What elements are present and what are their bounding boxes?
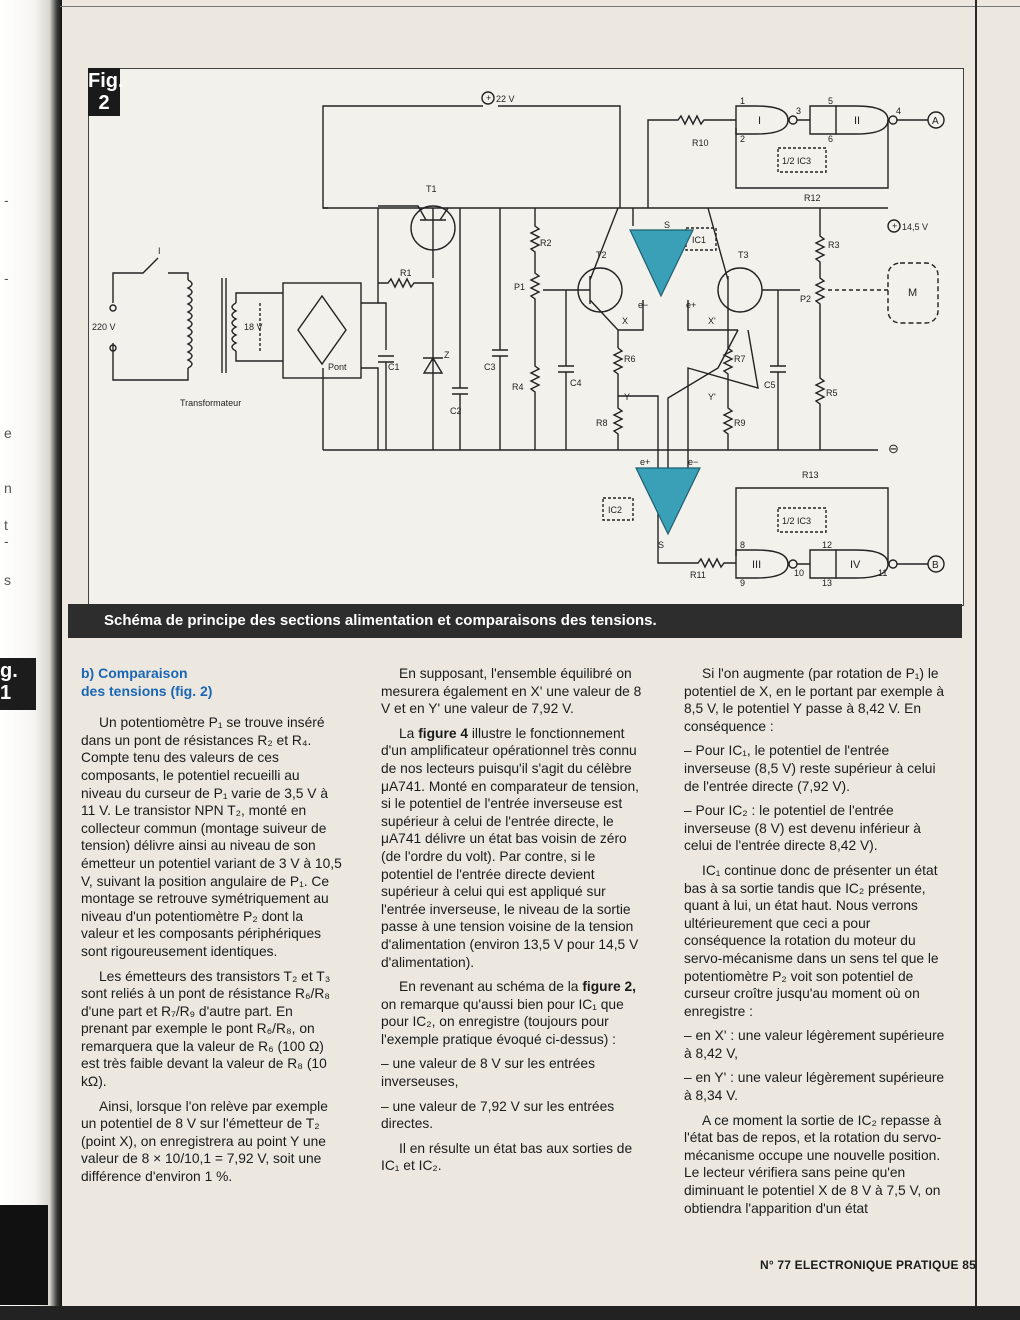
- label-plus-22v: +: [486, 93, 492, 103]
- c1: [378, 303, 394, 450]
- margin-fig-tab-line1: g.: [0, 660, 18, 682]
- text-run: La: [399, 725, 419, 741]
- pin: 12: [822, 540, 833, 550]
- gate-1: [736, 106, 788, 134]
- label-plus-145v: +: [892, 221, 898, 231]
- label-out-b: B: [932, 560, 939, 571]
- label-r7: R7: [734, 354, 746, 364]
- r13-loop: [736, 488, 888, 564]
- label-r2: R2: [540, 238, 552, 248]
- list-item: – une valeur de 7,92 V sur les entrées directes.: [381, 1098, 615, 1132]
- label-22v: 22 V: [496, 94, 515, 104]
- terminal: [110, 305, 116, 311]
- right-page-edge: [975, 0, 977, 1320]
- r10-line: [648, 116, 736, 208]
- paragraph-figure-2: [381, 978, 647, 1048]
- gate-1-bubble: [789, 116, 797, 124]
- wire: [797, 106, 836, 134]
- label-x-prime: X': [708, 316, 716, 326]
- label-145v: 14,5 V: [902, 222, 929, 232]
- list-item: – en X' : une valeur légèrement supérieure à 8,42 V,: [684, 1028, 945, 1061]
- margin-glyph: n: [4, 480, 12, 496]
- paragraph: En supposant, l'ensemble équilibré on mesurera également en X' une valeur de 8 V et en Y' une valeur de 7,92 V.: [381, 666, 642, 717]
- t2-leads: [578, 208, 618, 348]
- paragraph: Un potentiomètre P₁ se trouve inséré dans un pont de résistances R₂ et R₄. Compte tenu des valeurs de ces composants, le potentiel recueilli au niveau du curseur de P₁ varie de 3,5 V à 11 V. Le transistor NPN T₂, monté en collecteur commun (montage suiveur de tension) délivre ainsi au niveau de son émetteur un potentiel variant de 3 V à 10,5 V, suivant la position angulaire de P₁. Ce montage se retrouve symétriquement au niveau d'un potentiomètre P₂ dont la valeur et les composants périphériques sont rigoureusement identiques.: [81, 715, 342, 959]
- gate-4-bubble: [889, 560, 897, 568]
- wire: [498, 106, 620, 208]
- list-item: – en Y' : une valeur légèrement supérieure à 8,34 V.: [684, 1070, 945, 1104]
- label-r10: R10: [692, 138, 709, 148]
- label-c1: C1: [388, 362, 400, 372]
- pin: 6: [828, 134, 834, 144]
- label-half-ic3-top: 1/2 IC3: [782, 156, 812, 166]
- text-column-1: [81, 665, 343, 1193]
- label-p2: P2: [800, 294, 812, 304]
- label-r6: R6: [624, 354, 636, 364]
- bottom-band: [0, 1306, 1020, 1320]
- t3-leads: [708, 208, 800, 330]
- label-gate1: I: [758, 115, 762, 127]
- r6-r8: [614, 348, 622, 450]
- label-eminus-ic1: e−: [638, 300, 649, 310]
- wire: [113, 343, 188, 380]
- label-motor: M: [908, 287, 918, 299]
- label-r4: R4: [512, 382, 524, 392]
- wire: [168, 273, 188, 280]
- label-gate3: III: [752, 559, 762, 571]
- label-mains: 220 V: [92, 322, 116, 332]
- pin: 5: [828, 96, 834, 106]
- label-out-a: A: [932, 116, 939, 127]
- wire: [323, 106, 328, 208]
- label-r9: R9: [734, 418, 746, 428]
- ic1-opamp: [630, 230, 693, 296]
- gate-3-bubble: [789, 560, 797, 568]
- label-r5: R5: [826, 388, 838, 398]
- label-x: X: [622, 316, 629, 326]
- label-s-ic1: S: [664, 220, 671, 230]
- paragraph: Ainsi, lorsque l'on relève par exemple un potentiel de 8 V sur l'émetteur de T₂ (point X), on enregistrera au point Y une valeur de 8 × 10/10,1 = 7,92 V, soit une différence d'environ 1 %.: [81, 1098, 328, 1185]
- text-run: illustre le fonctionnement d'un amplificateur opérationnel très connu de nos lecteurs puisqu'il s'agit du célèbre μA741. Monté en comparateur de tension, si le potentiel de l'entrée inverseuse est supérieur à celui de l'entrée directe, le μA741 délivre un état bas voisin de zéro (de l'ordre du volt). Par contre, si le potentiel de l'entrée directe devient supérieur à celui qui est appliqué sur l'entrée inverseuse, le niveau de la sortie passe à une tension voisine de la tension d'alimentation (environ 13,5 V pour 14,5 V d'alimentation).: [381, 725, 639, 970]
- paragraph: Les émetteurs des transistors T₂ et T₃ sont reliés à un pont de résistance R₆/R₈ d'une part et R₇/R₉ d'autre part. En prenant par exemple le pont R₆/R₈, on remarquera que la valeur de R₆ (100 Ω) est très faible devant la valeur de R₈ (10 kΩ).: [81, 968, 331, 1090]
- wire: [113, 258, 158, 303]
- ic2-opamp: [636, 468, 700, 534]
- paragraph: Si l'on augmente (par rotation de P₁) le potentiel de X, en le portant par exemple à 8,5 V, le potentiel Y passe à 8,42 V. En conséquence :: [684, 666, 945, 734]
- label-r13: R13: [802, 470, 819, 480]
- text-column-3: [684, 665, 950, 1224]
- text-run: En revenant au schéma de la: [399, 979, 583, 995]
- label-p1: P1: [514, 282, 526, 292]
- label-gate4: IV: [850, 559, 861, 571]
- margin-fig-tab: [0, 658, 36, 710]
- label-zener: Z: [444, 350, 450, 360]
- label-r12: R12: [804, 193, 821, 203]
- label-c2: C2: [450, 406, 462, 416]
- pin: 8: [740, 540, 746, 550]
- gate-3: [736, 550, 788, 578]
- margin-glyph: e: [4, 425, 12, 441]
- label-switch: I: [158, 246, 161, 256]
- label-y: Y: [624, 392, 631, 402]
- label-t3: T3: [738, 250, 749, 260]
- page-footer: N° 77 ELECTRONIQUE PRATIQUE 85: [760, 1258, 976, 1272]
- paragraph: IC₁ continue donc de présenter un état bas à sa sortie tandis que IC₂ présente, quant à lui, un état haut. Nous verrons ultérieurement que ceci a pour conséquence la rotation du moteur du servo-mécanisme dans un sens tel que le potentiomètre P₂ voit son potentiel de curseur croître jusqu'au moment où on enregistre :: [684, 862, 939, 1019]
- pin: 9: [740, 578, 746, 588]
- section-heading-line1: b) Comparaison: [81, 665, 188, 681]
- figure-label: [88, 68, 124, 116]
- paragraph: A ce moment la sortie de IC₂ repasse à l'état bas de repos, et la rotation du servo-mécanisme occupe une nouvelle position. Le lecteur vérifiera sans peine qu'en diminuant le potentiel X de 8 V à 7,5 V, on obtiendra l'apparition d'un état: [684, 1112, 942, 1216]
- gate-2-bubble: [889, 116, 897, 124]
- label-y-prime: Y': [708, 392, 716, 402]
- t3-circle: [718, 268, 762, 312]
- label-t1: T1: [426, 184, 437, 194]
- margin-glyph: -: [4, 533, 9, 549]
- label-half-ic3-bottom: 1/2 IC3: [782, 516, 812, 526]
- wire: [618, 300, 738, 330]
- pin: 13: [822, 578, 833, 588]
- label-c5: C5: [764, 380, 776, 390]
- pin: 3: [796, 106, 802, 116]
- label-18v: 18 V: [244, 322, 263, 332]
- list-item: – Pour IC₁, le potentiel de l'entrée inverseuse (8,5 V) reste supérieur à celui de l'entrée directe (7,92 V).: [684, 743, 936, 794]
- label-c4: C4: [570, 378, 582, 388]
- label-r11: R11: [690, 570, 706, 580]
- pin: 2: [740, 134, 746, 144]
- r7-r9: [724, 330, 732, 450]
- bridge-diamond: [298, 296, 346, 364]
- label-bridge: Pont: [328, 362, 347, 372]
- bold-ref: figure 2,: [582, 979, 636, 995]
- left-dark-block: [0, 1205, 48, 1305]
- pin: 10: [794, 568, 805, 578]
- list-item: – une valeur de 8 V sur les entrées inverseuses,: [381, 1056, 595, 1090]
- figure-label-line2: 2: [98, 92, 110, 114]
- r12-loop: [736, 120, 888, 188]
- section-heading: [81, 665, 343, 700]
- label-eplus-ic2: e+: [640, 457, 651, 467]
- paragraph: Il en résulte un état bas aux sorties de IC₁ et IC₂.: [381, 1140, 633, 1174]
- label-r1: R1: [400, 268, 412, 278]
- label-minus: ⊖: [888, 441, 899, 456]
- pin: 11: [878, 568, 888, 578]
- label-eminus-ic2: e−: [688, 457, 699, 467]
- margin-glyph: -: [4, 192, 9, 208]
- wire: [361, 208, 378, 450]
- margin-fig-tab-line2: 1: [0, 682, 12, 704]
- paragraph-figure-4: [381, 725, 647, 971]
- c3: [492, 208, 508, 450]
- pin: 1: [740, 96, 746, 106]
- label-transformer: Transformateur: [180, 398, 242, 408]
- margin-glyph: s: [4, 572, 11, 588]
- label-gate2: II: [854, 115, 861, 127]
- figure-label-line1: Fig.: [88, 70, 124, 92]
- r3-p2-r5: [816, 208, 824, 450]
- margin-glyph: -: [4, 270, 9, 286]
- margin-glyph: t: [4, 517, 8, 533]
- bold-ref: figure 4: [418, 725, 469, 741]
- section-heading-line2: des tensions (fig. 2): [81, 682, 213, 699]
- label-ic2: IC2: [608, 505, 623, 515]
- schematic-diagram: [88, 68, 962, 604]
- label-t2: T2: [596, 250, 607, 260]
- primary-coil: [188, 280, 192, 368]
- r2-p1-r4: [531, 208, 539, 450]
- c4: [558, 290, 574, 450]
- t1-leads: [378, 206, 448, 278]
- label-eplus-ic1: e+: [686, 300, 697, 310]
- figure-caption: Schéma de principe des sections alimentation et comparaisons des tensions.: [68, 604, 962, 638]
- label-c3: C3: [484, 362, 496, 372]
- cross-wires: [618, 330, 738, 468]
- secondary-coil: [232, 303, 236, 351]
- transformer-core: [222, 278, 226, 373]
- label-s-ic2: S: [658, 540, 665, 550]
- label-r3: R3: [828, 240, 840, 250]
- gate-2: [836, 106, 888, 134]
- zener: [423, 343, 443, 373]
- text-column-2: [381, 665, 647, 1182]
- list-item: – Pour IC₂ : le potentiel de l'entrée inverseuse (8 V) est devenu inférieur à celui de l'entrée directe 8,42 V).: [684, 803, 921, 854]
- cross-wires: [688, 330, 758, 468]
- pin: 4: [896, 106, 902, 116]
- label-ic1: IC1: [692, 235, 707, 245]
- c5: [770, 290, 786, 450]
- top-rule: [60, 6, 1020, 7]
- text-run: on remarque qu'aussi bien pour IC₁ que pour IC₂, on enregistre (toujours pour l'exemple pratique évoqué ci-dessus) :: [381, 996, 624, 1047]
- label-r8: R8: [596, 418, 608, 428]
